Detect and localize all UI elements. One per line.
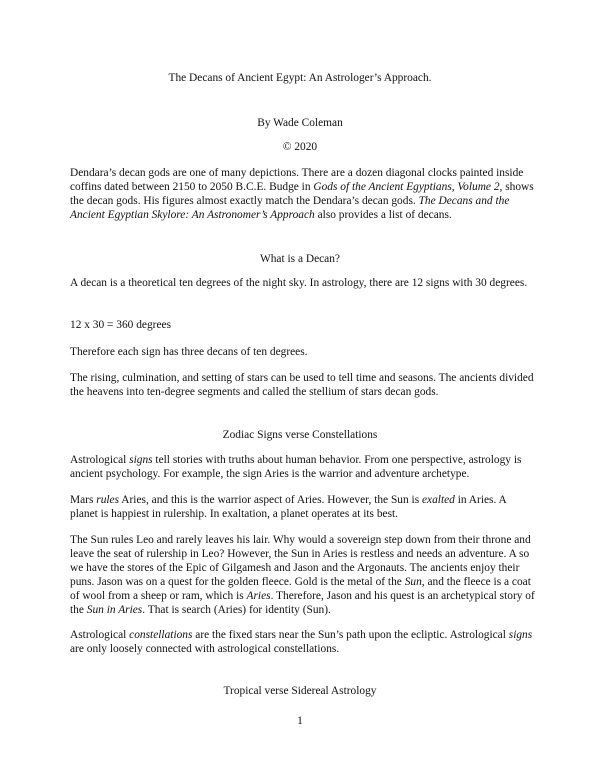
section-heading: Zodiac Signs verse Constellations bbox=[222, 429, 378, 441]
book-title: Gods of the Ancient Egyptians, Volume 2 bbox=[313, 181, 500, 193]
author-byline: By Wade Coleman bbox=[257, 117, 343, 129]
paragraph: Astrological constellations are the fixed stars near the Sun’s path upon the ecliptic. Astrological signs are only loosely connected with astrological constellations. bbox=[70, 629, 533, 655]
equation: 12 x 30 = 360 degrees bbox=[70, 319, 172, 331]
paragraph: Mars rules Aries, and this is the warrior aspect of Aries. However, the Sun is exalted in Aries. A planet is happiest in rulership. In exaltation, a planet operates at its best. bbox=[70, 494, 507, 520]
section-heading: What is a Decan? bbox=[259, 253, 340, 265]
paragraph: A decan is a theoretical ten degrees of the night sky. In astrology, there are 12 signs with 30 degrees. bbox=[70, 277, 528, 289]
intro-paragraph: Dendara’s decan gods are one of many depictions. There are a dozen diagonal clocks painted inside coffins dated between 2150 to 2050 B.C.E. Budge in Gods of the Ancient Egyptians, Volume 2, shows the decan gods. His figures almost exactly match the Dendara’s decan gods. The Decans and the Ancient Egyptian Skylore: An Astronomer’s Approach also provides a list of decans. bbox=[70, 167, 534, 221]
section-heading: Tropical verse Sidereal Astrology bbox=[223, 685, 377, 697]
book-title: The Decans and the Ancient Egyptian Skylore: An Astronomer’s Approach bbox=[70, 195, 510, 221]
copyright-notice: © 2020 bbox=[282, 141, 318, 153]
paragraph: Astrological signs tell stories with truths about human behavior. From one perspective, astrology is ancient psychology. For example, the sign Aries is the warrior and adventure archetype. bbox=[70, 454, 522, 480]
paragraph: The Sun rules Leo and rarely leaves his lair. Why would a sovereign step down from their throne and leave the seat of rulership in Leo? However, the Sun in Aries is restless and needs an adventure. A so we have the stores of the Epic of Gilgamesh and Jason and the Argonauts. The ancients enjoy their puns. Jason was on a quest for the golden fleece. Gold is the metal of the Sun, and the fleece is a coat of wool from a sheep or ram, which is Aries. Therefore, Jason and his quest is an archetypical story of the Sun in Aries. That is search (Aries) for identity (Sun). bbox=[70, 534, 535, 616]
paragraph: The rising, culmination, and setting of stars can be used to tell time and seasons. The ancients divided the heavens into ten-degree segments and called the stellium of stars decan gods. bbox=[70, 372, 534, 398]
paragraph: Therefore each sign has three decans of ten degrees. bbox=[70, 346, 308, 358]
document-title: The Decans of Ancient Egypt: An Astrologer’s Approach. bbox=[168, 72, 432, 84]
page-number: 1 bbox=[297, 715, 303, 727]
